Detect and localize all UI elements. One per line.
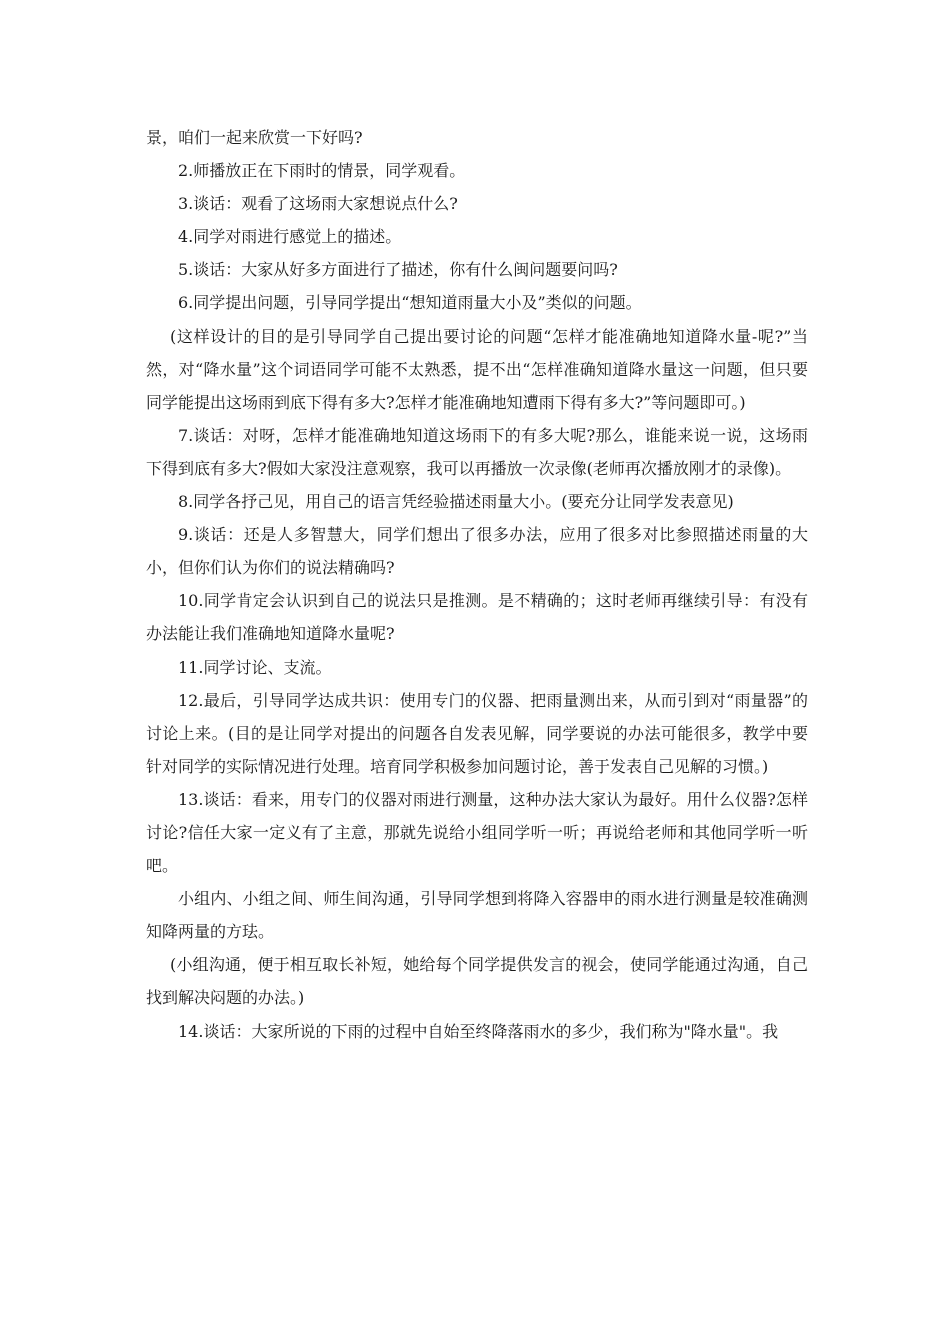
paragraph-design-note-2: (小组沟通，便于相互取长补短，她给每个同学提供发言的视会，使同学能通过沟通，自己找到解决闷题的办法。)	[146, 955, 808, 1008]
document-body	[146, 121, 808, 1048]
paragraph-step-8: 8.同学各抒己见，用自己的语言凭经验描述雨量大小。(要充分让同学发表意见)	[178, 492, 734, 512]
paragraph-step-13: 13.谈话：看来，用专门的仪器对雨进行测量，这种办法大家认为最好。用什么仪器?怎样讨论?信任大家一定义有了主意，那就先说给小组同学听一听；再说给老师和其他同学听一听吧。	[146, 789, 808, 876]
paragraph-step-6: 6.同学提出问题，引导同学提出“想知道雨量大小及”类似的问题。	[178, 293, 642, 313]
paragraph-step-11: 11.同学讨论、支流。	[178, 657, 332, 677]
paragraph-step-4: 4.同学对雨进行感觉上的描述。	[178, 227, 402, 247]
paragraph-step-2: 2.师播放正在下雨时的情景，同学观看。	[178, 161, 466, 181]
paragraph-step-7: 7.谈话：对呀，怎样才能准确地知道这场雨下的有多大呢?那么，谁能来说一说，这场雨下得到底有多大?假如大家没注意观察，我可以再播放一次录像(老师再次播放刚才的录像)。	[146, 425, 808, 478]
paragraph-step-3: 3.谈话：观看了这场雨大家想说点什么?	[178, 194, 458, 214]
paragraph-step-12: 12.最后，引导同学达成共识：使用专门的仪器、把雨量测出来，从而引到对“雨量器”的讨论上来。(目的是让同学对提出的问题各自发表见解，同学要说的办法可能很多，教学中要针对同学的实际情况进行处理。培育同学积极参加问题讨论，善于发表自己见解的习惯。)	[146, 690, 808, 776]
paragraph-step-9: 9.谈话：还是人多智慧大，同学们想出了很多办法，应用了很多对比参照描述雨量的大小，但你们认为你们的说法精确吗?	[146, 525, 808, 578]
paragraph-step-10: 10.同学肯定会认识到自己的说法只是推测。是不精确的；这时老师再继续引导：有没有办法能让我们准确地知道降水量呢?	[146, 591, 808, 644]
paragraph-group-exchange: 小组内、小组之间、师生间沟通，引导同学想到将降入容器申的雨水进行测量是较准确测知降两量的方珐。	[146, 889, 808, 942]
paragraph-design-note-1: (这样设计的目的是引导同学自己提出要讨论的问题“怎样才能准确地知道降水量-呢?”当然，对“降水量”这个词语同学可能不太熟悉，提不出“怎样准确知道降水量这一问题，但只要同学能提出这场雨到底下得有多大?怎样才能准确地知遭雨下得有多大?”等问题即可。)	[146, 326, 808, 412]
paragraph-continuation: 景，咱们一起来欣赏一下好吗?	[146, 128, 363, 147]
paragraph-step-5: 5.谈话：大家从好多方面进行了描述，你有什么闽问题要问吗?	[178, 260, 618, 280]
paragraph-step-14: 14.谈话：大家所说的下雨的过程中自始至终降落雨水的多少，我们称为"降水量"。我	[178, 1021, 779, 1041]
